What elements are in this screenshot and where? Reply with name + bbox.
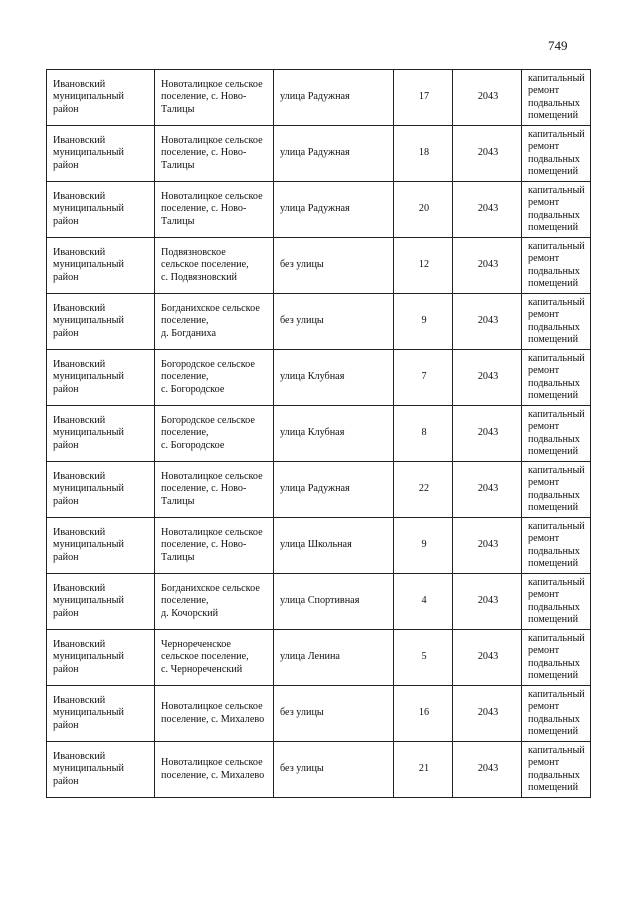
work-type-cell — [522, 294, 591, 350]
work-type-text: капитальный ремонт подвальных помещений — [528, 744, 585, 793]
settlement-text: Новоталицкое сельское поселение, с. Михалево — [161, 701, 265, 725]
house-number-text: 7 — [421, 371, 427, 383]
table-row — [47, 462, 591, 518]
street-cell — [274, 406, 394, 462]
settlement-cell — [155, 350, 274, 406]
house-number-cell — [394, 686, 453, 742]
street-cell — [274, 574, 394, 630]
district-cell — [47, 238, 155, 294]
district-cell — [47, 630, 155, 686]
house-number-cell — [394, 126, 453, 182]
table-row — [47, 350, 591, 406]
settlement-cell — [155, 574, 274, 630]
settlement-cell — [155, 742, 274, 798]
settlement-cell — [155, 518, 274, 574]
work-type-text: капитальный ремонт подвальных помещений — [528, 408, 585, 457]
street-cell — [274, 70, 394, 126]
district-text: Ивановский муниципальный район — [53, 694, 124, 731]
district-cell — [47, 182, 155, 238]
street-cell — [274, 742, 394, 798]
district-cell — [47, 126, 155, 182]
street-cell — [274, 630, 394, 686]
house-number-cell — [394, 238, 453, 294]
street-text: без улицы — [280, 259, 324, 271]
work-type-text: капитальный ремонт подвальных помещений — [528, 128, 585, 177]
street-text: улица Радужная — [280, 91, 350, 103]
work-type-text: капитальный ремонт подвальных помещений — [528, 632, 585, 681]
work-type-text: капитальный ремонт подвальных помещений — [528, 688, 585, 737]
year-cell — [453, 182, 522, 238]
year-text: 2043 — [477, 483, 499, 495]
work-type-cell — [522, 462, 591, 518]
settlement-cell — [155, 406, 274, 462]
year-cell — [453, 630, 522, 686]
table-row — [47, 294, 591, 350]
settlement-cell — [155, 462, 274, 518]
house-number-cell — [394, 742, 453, 798]
table-row — [47, 182, 591, 238]
year-text: 2043 — [477, 315, 499, 327]
settlement-text: Подвязновское сельское поселение, с. Подвязновский — [161, 246, 249, 283]
street-cell — [274, 686, 394, 742]
work-type-cell — [522, 350, 591, 406]
district-cell — [47, 406, 155, 462]
year-text: 2043 — [477, 763, 499, 775]
year-cell — [453, 462, 522, 518]
house-number-cell — [394, 70, 453, 126]
year-text: 2043 — [477, 539, 499, 551]
district-cell — [47, 462, 155, 518]
house-number-text: 9 — [421, 315, 427, 327]
table-row — [47, 70, 591, 126]
work-type-cell — [522, 70, 591, 126]
work-type-text: капитальный ремонт подвальных помещений — [528, 576, 585, 625]
house-number-text: 4 — [421, 595, 427, 607]
table-row — [47, 742, 591, 798]
settlement-text: Новоталицкое сельское поселение, с. Ново- Талицы — [161, 190, 263, 227]
district-text: Ивановский муниципальный район — [53, 582, 124, 619]
year-cell — [453, 406, 522, 462]
table-row — [47, 126, 591, 182]
settlement-text: Богданихское сельское поселение, д. Кочорский — [161, 582, 260, 619]
year-text: 2043 — [477, 147, 499, 159]
work-type-text: капитальный ремонт подвальных помещений — [528, 72, 585, 121]
street-cell — [274, 238, 394, 294]
settlement-text: Новоталицкое сельское поселение, с. Михалево — [161, 757, 265, 781]
work-type-cell — [522, 686, 591, 742]
work-type-cell — [522, 630, 591, 686]
work-type-cell — [522, 182, 591, 238]
table-row — [47, 238, 591, 294]
year-cell — [453, 70, 522, 126]
settlement-cell — [155, 182, 274, 238]
district-text: Ивановский муниципальный район — [53, 358, 124, 395]
settlement-text: Новоталицкое сельское поселение, с. Ново- Талицы — [161, 78, 263, 115]
table-row — [47, 406, 591, 462]
street-cell — [274, 182, 394, 238]
street-text: улица Спортивная — [280, 595, 360, 607]
table-row — [47, 518, 591, 574]
street-text: без улицы — [280, 707, 324, 719]
street-cell — [274, 462, 394, 518]
settlement-cell — [155, 630, 274, 686]
house-number-cell — [394, 630, 453, 686]
year-cell — [453, 686, 522, 742]
district-cell — [47, 350, 155, 406]
settlement-text: Новоталицкое сельское поселение, с. Ново- Талицы — [161, 134, 263, 171]
settlement-text: Богородское сельское поселение, с. Богородское — [161, 358, 255, 395]
street-text: улица Радужная — [280, 483, 350, 495]
district-text: Ивановский муниципальный район — [53, 750, 124, 787]
work-type-text: капитальный ремонт подвальных помещений — [528, 464, 585, 513]
district-cell — [47, 574, 155, 630]
street-cell — [274, 518, 394, 574]
district-text: Ивановский муниципальный район — [53, 190, 124, 227]
work-type-cell — [522, 518, 591, 574]
house-number-cell — [394, 518, 453, 574]
settlement-cell — [155, 238, 274, 294]
house-number-cell — [394, 182, 453, 238]
work-type-text: капитальный ремонт подвальных помещений — [528, 520, 585, 569]
year-text: 2043 — [477, 427, 499, 439]
year-text: 2043 — [477, 595, 499, 607]
house-number-cell — [394, 294, 453, 350]
street-cell — [274, 350, 394, 406]
registry-table — [46, 69, 591, 798]
settlement-text: Богородское сельское поселение, с. Богородское — [161, 414, 255, 451]
district-text: Ивановский муниципальный район — [53, 246, 124, 283]
settlement-text: Чернореченское сельское поселение, с. Чернореченский — [161, 638, 249, 675]
street-cell — [274, 294, 394, 350]
street-cell — [274, 126, 394, 182]
work-type-cell — [522, 574, 591, 630]
work-type-cell — [522, 238, 591, 294]
house-number-text: 18 — [418, 147, 430, 159]
year-cell — [453, 742, 522, 798]
street-text: без улицы — [280, 763, 324, 775]
work-type-cell — [522, 742, 591, 798]
settlement-cell — [155, 686, 274, 742]
year-cell — [453, 518, 522, 574]
table-row — [47, 574, 591, 630]
house-number-text: 21 — [418, 763, 430, 775]
district-text: Ивановский муниципальный район — [53, 78, 124, 115]
district-cell — [47, 70, 155, 126]
settlement-cell — [155, 126, 274, 182]
house-number-text: 12 — [418, 259, 430, 271]
house-number-cell — [394, 462, 453, 518]
district-text: Ивановский муниципальный район — [53, 470, 124, 507]
year-cell — [453, 574, 522, 630]
house-number-text: 9 — [421, 539, 427, 551]
year-cell — [453, 294, 522, 350]
year-text: 2043 — [477, 651, 499, 663]
house-number-cell — [394, 574, 453, 630]
work-type-cell — [522, 406, 591, 462]
table-row — [47, 686, 591, 742]
settlement-text: Новоталицкое сельское поселение, с. Ново- Талицы — [161, 470, 263, 507]
district-text: Ивановский муниципальный район — [53, 526, 124, 563]
settlement-text: Новоталицкое сельское поселение, с. Ново- Талицы — [161, 526, 263, 563]
registry-table-body — [47, 70, 591, 798]
district-text: Ивановский муниципальный район — [53, 302, 124, 339]
street-text: улица Ленина — [280, 651, 340, 663]
year-text: 2043 — [477, 259, 499, 271]
district-cell — [47, 686, 155, 742]
street-text: улица Радужная — [280, 147, 350, 159]
settlement-cell — [155, 294, 274, 350]
year-text: 2043 — [477, 707, 499, 719]
work-type-cell — [522, 126, 591, 182]
year-cell — [453, 238, 522, 294]
house-number-text: 20 — [418, 203, 430, 215]
work-type-text: капитальный ремонт подвальных помещений — [528, 184, 585, 233]
street-text: улица Клубная — [280, 427, 345, 439]
district-cell — [47, 742, 155, 798]
house-number-cell — [394, 406, 453, 462]
settlement-cell — [155, 70, 274, 126]
work-type-text: капитальный ремонт подвальных помещений — [528, 296, 585, 345]
year-text: 2043 — [477, 371, 499, 383]
year-cell — [453, 350, 522, 406]
street-text: улица Радужная — [280, 203, 350, 215]
table-row — [47, 630, 591, 686]
house-number-text: 22 — [418, 483, 430, 495]
district-text: Ивановский муниципальный район — [53, 638, 124, 675]
district-cell — [47, 518, 155, 574]
settlement-text: Богданихское сельское поселение, д. Богданиха — [161, 302, 260, 339]
year-text: 2043 — [477, 91, 499, 103]
street-text: улица Клубная — [280, 371, 345, 383]
district-cell — [47, 294, 155, 350]
district-text: Ивановский муниципальный район — [53, 414, 124, 451]
year-text: 2043 — [477, 203, 499, 215]
house-number-text: 17 — [418, 91, 430, 103]
year-cell — [453, 126, 522, 182]
street-text: без улицы — [280, 315, 324, 327]
page-number: 749 — [548, 38, 568, 53]
street-text: улица Школьная — [280, 539, 352, 551]
house-number-text: 5 — [421, 651, 427, 663]
house-number-text: 16 — [418, 707, 430, 719]
house-number-cell — [394, 350, 453, 406]
house-number-text: 8 — [421, 427, 427, 439]
work-type-text: капитальный ремонт подвальных помещений — [528, 240, 585, 289]
work-type-text: капитальный ремонт подвальных помещений — [528, 352, 585, 401]
district-text: Ивановский муниципальный район — [53, 134, 124, 171]
